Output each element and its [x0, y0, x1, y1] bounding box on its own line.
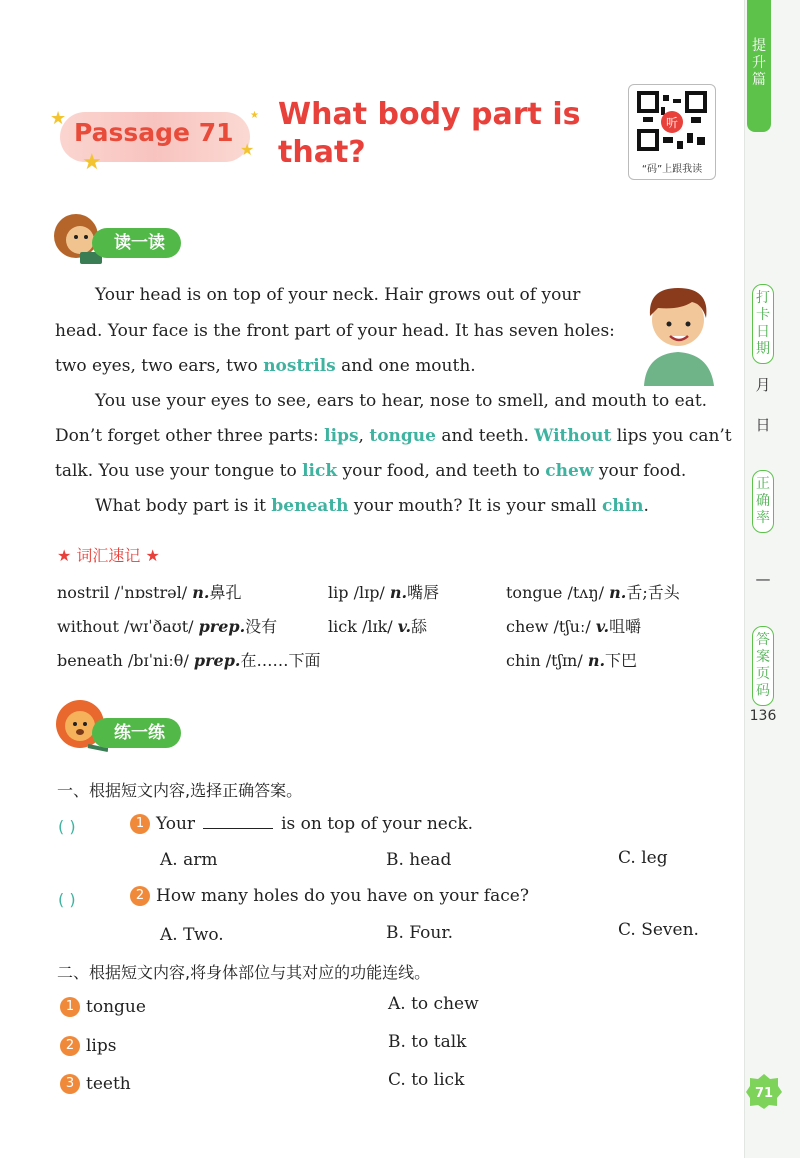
option-b[interactable]: B. head [386, 850, 452, 870]
vocab-word: lick /lɪk/ [328, 617, 398, 636]
answer-page-box [752, 626, 774, 706]
answer-paren-1[interactable]: ( ) [58, 817, 76, 836]
item-number: 2 [60, 1036, 80, 1056]
vocab-word: without /wɪˈðaʊt/ [57, 617, 199, 636]
star-icon: ★ [82, 150, 102, 175]
question-number: 1 [130, 814, 150, 834]
accuracy-box [752, 470, 774, 533]
star-icon: ★ [240, 140, 255, 159]
vocab-word: lip /lɪp/ [328, 583, 390, 602]
read-section-label: 读一读 [114, 233, 165, 253]
page-title: What body part is that? [278, 97, 581, 170]
checkin-date-box [752, 284, 774, 364]
answer-page-number: 136 [749, 708, 777, 724]
question-number: 2 [130, 886, 150, 906]
question-1-text-after: is on top of your neck. [281, 814, 474, 834]
star-icon: ★ [250, 110, 259, 121]
read-section-header [92, 228, 181, 258]
practice-section-header [92, 718, 181, 748]
vocab-item [57, 580, 241, 603]
vocab-item [328, 614, 427, 637]
level-tab [747, 0, 771, 132]
vocab-pos: v. [397, 617, 412, 636]
vocab-pos: v. [595, 617, 610, 636]
vocab-meaning: 咀嚼 [609, 617, 642, 636]
vocab-meaning: 舌;舌头 [626, 583, 680, 602]
keyword-without: Without [534, 426, 612, 446]
vocab-meaning: 下巴 [605, 651, 638, 670]
option-a[interactable]: A. arm [160, 850, 218, 870]
part2-instruction: 二、根据短文内容,将身体部位与其对应的功能连线。 [57, 963, 431, 982]
vocab-item [328, 580, 439, 603]
vocab-meaning: 在……下面 [240, 651, 321, 670]
day-label: 日 [755, 416, 771, 434]
vocab-item [57, 648, 321, 671]
question-1 [130, 814, 473, 834]
vocab-word: chew /tʃuː/ [506, 617, 596, 636]
option-b[interactable]: B. Four. [386, 923, 454, 943]
match-left-item[interactable] [60, 997, 146, 1017]
vocab-item [506, 614, 641, 637]
page-number-badge [744, 1070, 784, 1110]
question-2-text: How many holes do you have on your face? [156, 886, 529, 906]
answer-paren-2[interactable]: ( ) [58, 890, 76, 909]
match-left-text: tongue [86, 997, 146, 1017]
match-left-text: lips [86, 1036, 117, 1056]
item-number: 1 [60, 997, 80, 1017]
vocab-item [506, 648, 637, 671]
passage-number: Passage 71 [74, 118, 234, 147]
keyword-tongue: tongue [369, 426, 436, 446]
listen-icon: 听 [665, 116, 679, 130]
vocab-pos: n. [192, 583, 210, 602]
boy-illustration [636, 282, 720, 386]
level-tab-label: 提升篇 [752, 38, 766, 88]
part1-instruction: 一、根据短文内容,选择正确答案。 [57, 781, 303, 800]
passage-line: Your head is on top of your neck. Hair grows out of your [95, 285, 581, 305]
keyword-beneath: beneath [271, 496, 349, 516]
vocab-title: ★ 词汇速记 ★ [57, 546, 160, 565]
match-left-item[interactable] [60, 1036, 116, 1056]
option-c[interactable]: C. Seven. [618, 920, 699, 940]
passage-line: talk. You use your tongue to lick your food, and teeth to chew your food. [55, 461, 687, 481]
vocab-word: tongue /tʌŋ/ [506, 583, 610, 602]
passage-line: two eyes, two ears, two nostrils and one mouth. [55, 356, 476, 376]
item-number: 3 [60, 1074, 80, 1094]
month-label: 月 [755, 376, 771, 394]
qr-code-icon [629, 85, 715, 157]
answer-blank[interactable] [203, 828, 273, 829]
question-1-text-before: Your [156, 814, 196, 834]
vocab-item [506, 580, 680, 603]
option-a[interactable]: A. Two. [160, 925, 224, 945]
option-c[interactable]: C. leg [618, 848, 668, 868]
star-icon: ★ [50, 108, 67, 129]
passage-line: You use your eyes to see, ears to hear, nose to smell, and mouth to eat. [95, 391, 708, 411]
match-right-item[interactable]: A. to chew [388, 994, 479, 1014]
checkin-label: 打卡日期 [756, 290, 770, 357]
match-right-item[interactable]: B. to talk [388, 1032, 467, 1052]
match-left-text: teeth [86, 1074, 131, 1094]
vocab-pos: prep. [198, 617, 246, 636]
vocab-meaning: 鼻孔 [209, 583, 242, 602]
vocab-pos: n. [609, 583, 627, 602]
vocab-meaning: 没有 [245, 617, 278, 636]
accuracy-blank: — [755, 570, 771, 588]
keyword-chin: chin [601, 496, 644, 516]
vocab-pos: prep. [193, 651, 241, 670]
vocab-word: chin /tʃɪn/ [506, 651, 588, 670]
vocab-word: nostril /ˈnɒstrəl/ [57, 583, 193, 602]
keyword-nostrils: nostrils [263, 356, 336, 376]
keyword-lips: lips [324, 426, 359, 446]
passage-line: What body part is it beneath your mouth? It is your small chin. [95, 496, 649, 516]
answer-page-label: 答案页码 [756, 632, 770, 699]
keyword-lick: lick [302, 461, 338, 481]
passage-line: head. Your face is the front part of your head. It has seven holes: [55, 321, 615, 341]
accuracy-label: 正确率 [756, 476, 770, 526]
practice-section-label: 练一练 [114, 723, 165, 743]
qr-caption: “码”上跟我读 [641, 164, 703, 175]
vocab-pos: n. [587, 651, 606, 670]
vocab-item [57, 614, 277, 637]
vocab-meaning: 舔 [411, 617, 428, 636]
question-2 [130, 886, 529, 906]
page-number: 71 [754, 1086, 774, 1101]
keyword-chew: chew [545, 461, 594, 481]
match-right-item[interactable]: C. to lick [388, 1070, 465, 1090]
passage-line: Don’t forget other three parts: lips, tongue and teeth. Without lips you can’t [55, 426, 732, 446]
vocab-pos: n. [389, 583, 408, 602]
vocab-meaning: 嘴唇 [407, 583, 440, 602]
vocab-word: beneath /bɪˈniːθ/ [57, 651, 194, 670]
match-left-item[interactable] [60, 1074, 131, 1094]
